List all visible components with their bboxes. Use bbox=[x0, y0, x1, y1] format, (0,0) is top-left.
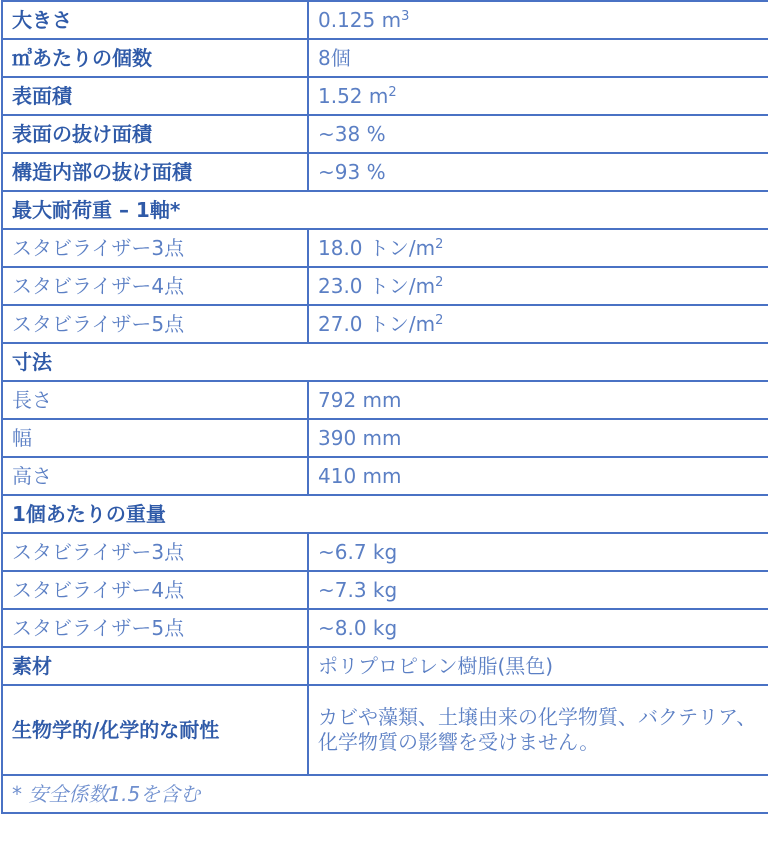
row-value-length: 792 mm bbox=[308, 381, 768, 419]
table-row bbox=[2, 457, 768, 495]
section-header-row bbox=[2, 495, 768, 533]
row-value-weight-5: ~8.0 kg bbox=[308, 609, 768, 647]
row-value-count-per-m3: 8個 bbox=[308, 39, 768, 77]
table-row bbox=[2, 305, 768, 343]
section-title-dimensions: 寸法 bbox=[2, 343, 768, 381]
row-label-surface-area: 表面積 bbox=[2, 77, 308, 115]
table-row bbox=[2, 381, 768, 419]
row-value-width: 390 mm bbox=[308, 419, 768, 457]
row-label-material: 素材 bbox=[2, 647, 308, 685]
row-label-load-4: スタビライザー4点 bbox=[2, 267, 308, 305]
row-value-load-5: 27.0 トン$/m^2$ bbox=[308, 305, 768, 343]
row-label-load-3: スタビライザー3点 bbox=[2, 229, 308, 267]
row-label-resistance: 生物学的/化学的な耐性 bbox=[2, 685, 308, 775]
table-row bbox=[2, 1, 768, 39]
section-header-row bbox=[2, 191, 768, 229]
row-label-weight-4: スタビライザー4点 bbox=[2, 571, 308, 609]
row-value-surface-open-area: ~38 % bbox=[308, 115, 768, 153]
table-row bbox=[2, 609, 768, 647]
row-label-internal-open-area: 構造内部の抜け面積 bbox=[2, 153, 308, 191]
row-value-resistance: カビや藻類、土壌由来の化学物質、バクテリア、化学物質の影響を受けません。 bbox=[308, 685, 768, 775]
row-label-size: 大きさ bbox=[2, 1, 308, 39]
row-label-weight-3: スタビライザー3点 bbox=[2, 533, 308, 571]
row-value-load-4: 23.0 トン$/m^2$ bbox=[308, 267, 768, 305]
footnote: * 安全係数1.5を含む bbox=[2, 775, 768, 813]
table-row bbox=[2, 419, 768, 457]
section-title-max-load: 最大耐荷重 – 1軸* bbox=[2, 191, 768, 229]
row-value-weight-4: ~7.3 kg bbox=[308, 571, 768, 609]
table-row bbox=[2, 115, 768, 153]
row-label-surface-open-area: 表面の抜け面積 bbox=[2, 115, 308, 153]
row-value-weight-3: ~6.7 kg bbox=[308, 533, 768, 571]
table-row bbox=[2, 77, 768, 115]
footnote-row bbox=[2, 775, 768, 813]
section-header-row bbox=[2, 343, 768, 381]
row-label-length: 長さ bbox=[2, 381, 308, 419]
row-label-load-5: スタビライザー5点 bbox=[2, 305, 308, 343]
row-value-height: 410 mm bbox=[308, 457, 768, 495]
spec-table bbox=[1, 0, 768, 814]
row-label-height: 高さ bbox=[2, 457, 308, 495]
table-row bbox=[2, 571, 768, 609]
table-row bbox=[2, 685, 768, 775]
row-value-size: 0.125 $m^3$ bbox=[308, 1, 768, 39]
table-row bbox=[2, 533, 768, 571]
table-row bbox=[2, 39, 768, 77]
row-value-internal-open-area: ~93 % bbox=[308, 153, 768, 191]
table-row bbox=[2, 153, 768, 191]
row-label-weight-5: スタビライザー5点 bbox=[2, 609, 308, 647]
row-value-surface-area: 1.52 $m^2$ bbox=[308, 77, 768, 115]
table-row bbox=[2, 267, 768, 305]
table-row bbox=[2, 229, 768, 267]
table-row bbox=[2, 647, 768, 685]
section-title-weight: 1個あたりの重量 bbox=[2, 495, 768, 533]
row-value-load-3: 18.0 トン$/m^2$ bbox=[308, 229, 768, 267]
row-value-material: ポリプロピレン樹脂(黒色) bbox=[308, 647, 768, 685]
row-label-count-per-m3: ㎥あたりの個数 bbox=[2, 39, 308, 77]
row-label-width: 幅 bbox=[2, 419, 308, 457]
